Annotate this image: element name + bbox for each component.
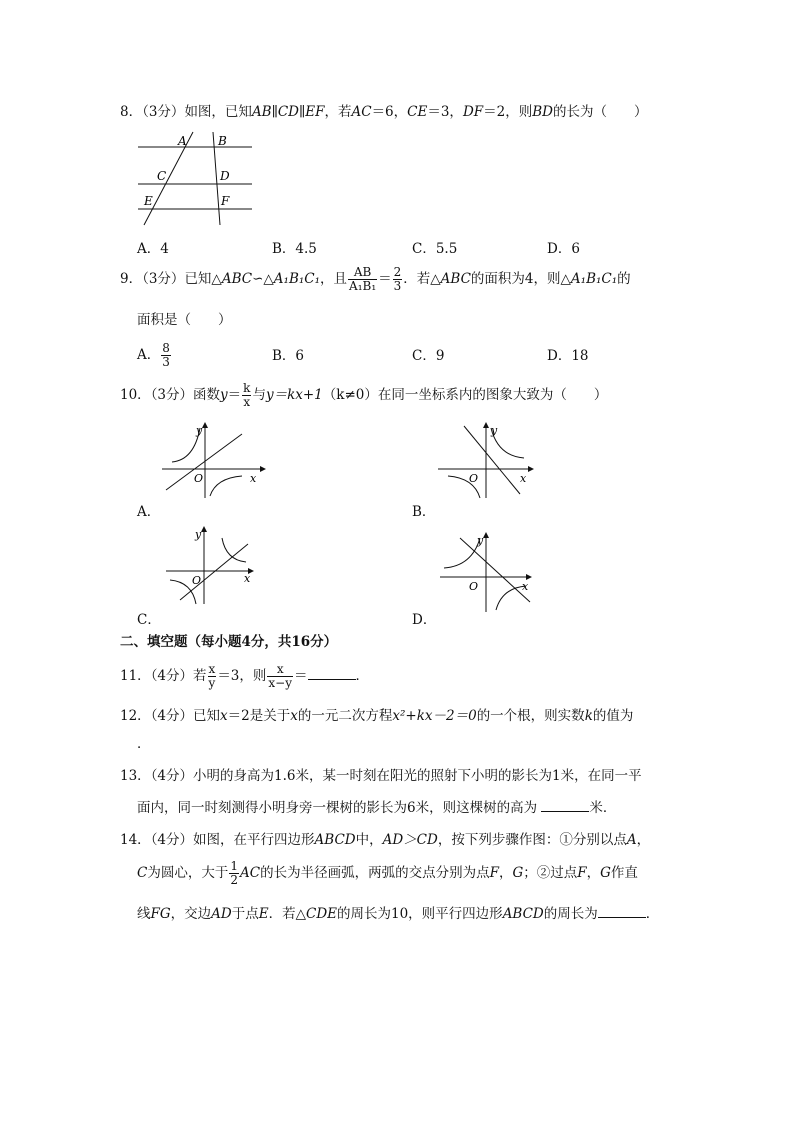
- q10-graph-c: [160, 524, 260, 606]
- q8-stem: 8．（3分）如图，已知AB∥CD∥EF，若AC＝6，CE＝3，DF＝2，则BD的长为（ ）: [120, 104, 648, 120]
- q9-stem-line2: 面积是（ ）: [137, 312, 232, 328]
- svg-text:x: x: [520, 472, 527, 485]
- q10-graph-a: [160, 420, 270, 502]
- q9-stem: 9．（3分）已知△ABC∽△A₁B₁C₁，且 $\frac{AB}{\text{A₁B₁}}$ ＝ $\frac{2}{3}$ ．若△ABC的面积为4，则△A₁B₁C₁的: [120, 265, 631, 293]
- q9-option-a[interactable]: A． $\frac{8}{3}$: [137, 341, 170, 369]
- q9-option-d[interactable]: D．18: [547, 348, 589, 364]
- q14-stem-line2: C为圆心，大于 $\frac{1}{2}$ AC的长为半径画弧，两弧的交点分别为点F，G；②过点F，G作直: [137, 859, 638, 887]
- q10-stem: 10．（3分）函数y＝ $\frac{k}{x}$ 与y＝kx+1（k≠0）在同一坐标系内的图象大致为（ ）: [120, 381, 608, 409]
- q11-stem: 11．（4分）若 $\frac{x}{y}$ ＝3，则 $\frac{x}{x-y}$ ＝ ．: [120, 662, 370, 690]
- q10-option-a[interactable]: A．: [137, 504, 161, 520]
- fig-label-d: D: [220, 169, 230, 183]
- svg-text:y: y: [196, 424, 203, 437]
- fig-label-f: F: [221, 194, 230, 208]
- q8-figure: [130, 130, 260, 230]
- q13-answer-blank[interactable]: [541, 799, 589, 812]
- fig-label-c: C: [157, 169, 167, 183]
- svg-text:x: x: [244, 572, 251, 585]
- q14-stem: 14．（4分）如图，在平行四边形ABCD中，AD＞CD，按下列步骤作图：①分别以点A，: [120, 832, 651, 848]
- svg-text:O: O: [192, 574, 202, 587]
- q14-answer-blank[interactable]: [598, 905, 646, 918]
- fig-label-e: E: [144, 194, 153, 208]
- q8-option-a[interactable]: A．4: [137, 241, 169, 257]
- q10-option-d[interactable]: D．: [412, 612, 437, 628]
- svg-text:y: y: [477, 534, 484, 547]
- q10-graph-d: [436, 530, 536, 612]
- q10-option-b[interactable]: B．: [412, 504, 436, 520]
- q10-graph-b: [436, 420, 536, 502]
- svg-text:O: O: [469, 472, 479, 485]
- section-title-fill-in: 二、填空题（每小题4分，共16分）: [120, 634, 338, 650]
- svg-text:x: x: [250, 472, 257, 485]
- q10-option-c[interactable]: C．: [137, 612, 161, 628]
- q12-stem-line2: ．: [137, 736, 151, 752]
- q12-stem: 12．（4分）已知x＝2是关于x的一元二次方程x²+kx－2＝0的一个根，则实数k的值为: [120, 708, 634, 724]
- q8-option-d[interactable]: D．6: [547, 241, 580, 257]
- q14-stem-line3: 线FG，交边AD于点E．若△CDE的周长为10，则平行四边形ABCD的周长为 ．: [137, 906, 660, 922]
- fig-label-a: A: [178, 134, 187, 148]
- q8-option-c[interactable]: C．5.5: [412, 241, 458, 257]
- svg-text:y: y: [195, 528, 202, 541]
- svg-text:x: x: [522, 580, 529, 593]
- q9-option-b[interactable]: B．6: [272, 348, 305, 364]
- q9-option-c[interactable]: C．9: [412, 348, 445, 364]
- q8-option-b[interactable]: B．4.5: [272, 241, 317, 257]
- svg-text:y: y: [491, 424, 498, 437]
- q13-stem: 13．（4分）小明的身高为1.6米，某一时刻在阳光的照射下小明的影长为1米，在同一平: [120, 768, 642, 784]
- svg-text:O: O: [194, 472, 204, 485]
- fig-label-b: B: [218, 134, 227, 148]
- svg-text:O: O: [469, 580, 479, 593]
- q11-answer-blank[interactable]: [308, 667, 356, 680]
- q13-stem-line2: 面内，同一时刻测得小明身旁一棵树的影长为6米，则这棵树的高为 米．: [137, 800, 617, 816]
